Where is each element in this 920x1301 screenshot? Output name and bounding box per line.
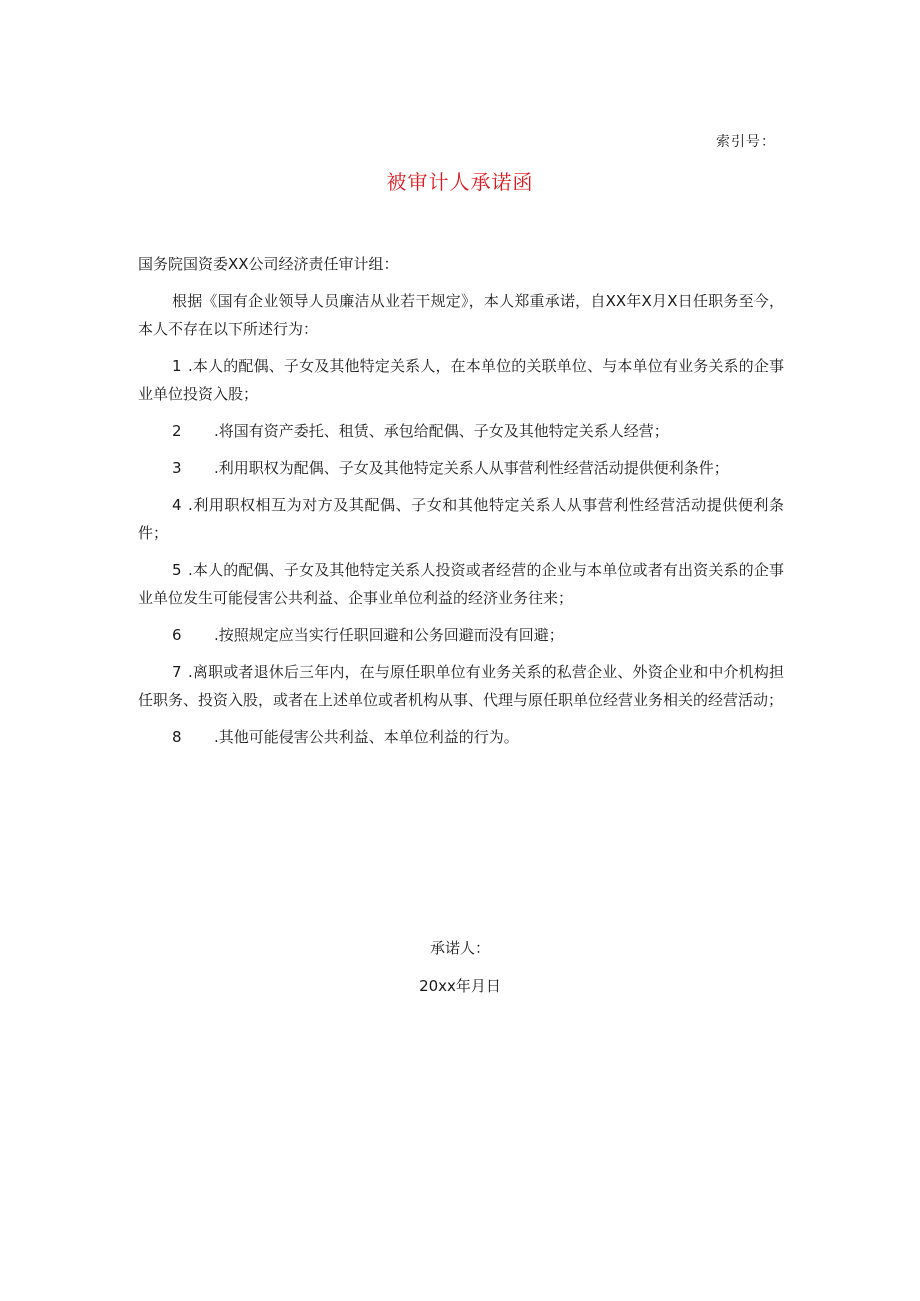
item-number: 4 [172, 496, 182, 514]
item-text: .其他可能侵害公共利益、本单位利益的行为。 [214, 728, 519, 746]
list-item [138, 454, 784, 482]
item-text: .本人的配偶、子女及其他特定关系人，在本单位的关联单位、与本单位有业务关系的企事业单位投资入股； [138, 357, 784, 403]
item-number: 8 [172, 728, 182, 746]
intro-paragraph: 根据《国有企业领导人员廉洁从业若干规定》，本人郑重承诺，自XX年X月X日任职务至今，本人不存在以下所述行为： [138, 292, 784, 338]
item-text: .按照规定应当实行任职回避和公务回避而没有回避； [214, 626, 564, 644]
date-label: 20xx年月日 [419, 977, 501, 995]
list-item [138, 491, 784, 547]
list-item [138, 723, 784, 751]
item-text: .利用职权相互为对方及其配偶、子女和其他特定关系人从事营利性经营活动提供便利条件； [138, 496, 784, 542]
item-number: 3 [172, 459, 182, 477]
item-number: 5 [172, 561, 182, 579]
document-body [138, 250, 784, 760]
item-number: 7 [172, 663, 182, 681]
list-item [138, 417, 784, 445]
list-item [138, 621, 784, 649]
index-number-label: 索引号： [716, 134, 776, 150]
item-text: .将国有资产委托、租赁、承包给配偶、子女及其他特定关系人经营； [214, 422, 669, 440]
list-item [138, 352, 784, 408]
item-text: .本人的配偶、子女及其他特定关系人投资或者经营的企业与本单位或者有出资关系的企事业单位发生可能侵害公共利益、企事业单位利益的经济业务往来； [138, 561, 784, 607]
list-item [138, 556, 784, 612]
item-text: .离职或者退休后三年内，在与原任职单位有业务关系的私营企业、外资企业和中介机构担任职务、投资入股，或者在上述单位或者机构从事、代理与原任职单位经营业务相关的经营活动； [138, 663, 784, 709]
item-text: .利用职权为配偶、子女及其他特定关系人从事营利性经营活动提供便利条件； [214, 459, 729, 477]
document-title: 被审计人承诺函 [386, 170, 534, 194]
list-item [138, 658, 784, 714]
item-number: 1 [172, 357, 182, 375]
signer-label: 承诺人： [429, 939, 490, 957]
item-number: 6 [172, 626, 182, 644]
item-number: 2 [172, 422, 182, 440]
addressee: 国务院国资委XX公司经济责任审计组： [138, 255, 399, 273]
